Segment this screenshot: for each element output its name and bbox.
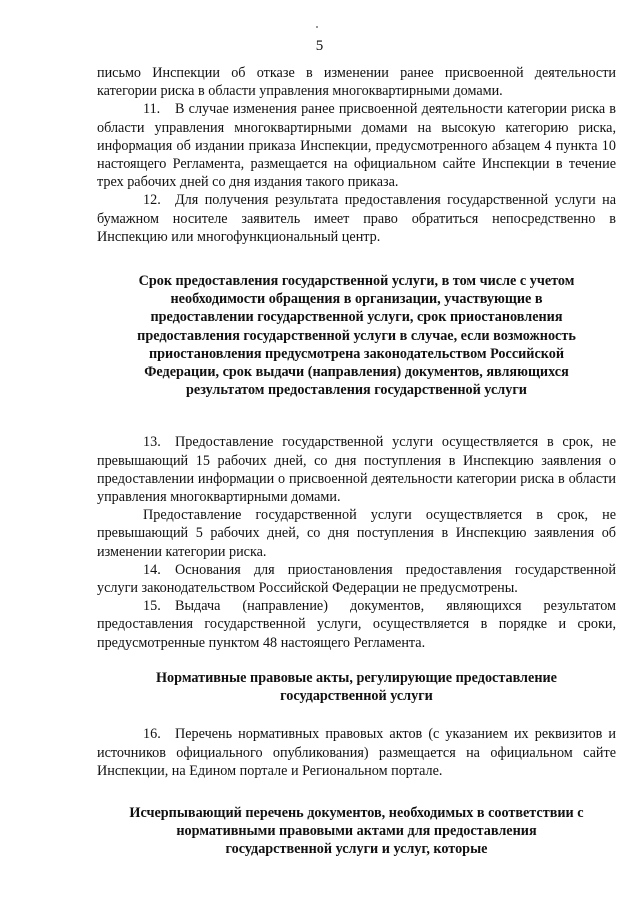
paragraph-16 (97, 725, 616, 780)
paragraph-number: 16. (143, 726, 161, 743)
paragraph-number: 14. (143, 561, 161, 578)
paragraph-13-cont (97, 506, 616, 561)
paragraph-text: Перечень нормативных правовых актов (с указанием их реквизитов и источников официального опубликования) размещается на официальном сайте Инспекции, на Едином портале и Региональном портале. (97, 726, 616, 779)
document-body (97, 64, 616, 859)
section-heading-documents: Исчерпывающий перечень документов, необходимых в соответствии с нормативными правовыми актами для предоставления государственной услуги и услуг, которые (129, 804, 584, 858)
section-heading-legal-acts: Нормативные правовые акты, регулирующие предоставление государственной услуги (156, 669, 557, 705)
paragraph-text: Выдача (направление) документов, являющихся результатом предоставления государственной услуги, осуществляется в порядке и сроки, предусмотренные пунктом 48 настоящего Регламента. (97, 598, 616, 651)
page-number: 5 (315, 38, 324, 54)
paragraph-12 (97, 191, 616, 246)
paragraph-13 (97, 433, 616, 506)
paragraph-text: Основания для приостановления предоставления государственной услуги законодательством Российской Федерации не предусмотрены. (97, 561, 616, 597)
paragraph-text: Предоставление государственной услуги осуществляется в срок, не превышающий 5 рабочих дней, со дня поступления в Инспекцию заявления об изменении категории риска. (97, 507, 616, 560)
paragraph-text: Для получения результата предоставления государственной услуги на бумажном носителе заявитель имеет право обратиться непосредственно в Инспекцию или многофункциональный центр. (97, 192, 616, 245)
section-heading-term: Срок предоставления государственной услуги, в том числе с учетом необходимости обращения в организации, участвующие в предоставлении государственной услуги, срок приостановления предоставления государственной услуги в случае, если возможность приостановления предусмотрена законодательством Российской Федерации, срок выдачи (направления) документов, являющихся результатом предоставления государственной услуги (137, 273, 576, 399)
paragraph-14 (97, 561, 616, 597)
paragraph-text: письмо Инспекции об отказе в изменении ранее присвоенной деятельности категории риска в области управления многоквартирными домами. (97, 65, 616, 100)
paragraph-text: В случае изменения ранее присвоенной деятельности категории риска в области управления многоквартирными домами на высокую категорию риска, информация об издании приказа Инспекции, предусмотренного абзацем 4 пункта 10 настоящего Регламента, размещается на официальном сайте Инспекции в течение трех рабочих дней со дня издания такого приказа. (97, 101, 616, 191)
scan-speck (316, 26, 318, 28)
paragraph-continuation (97, 64, 616, 100)
paragraph-11 (97, 100, 616, 191)
paragraph-number: 11. (143, 101, 161, 118)
paragraph-number: 12. (143, 192, 161, 209)
paragraph-number: 13. (143, 434, 161, 451)
paragraph-number: 15. (143, 598, 161, 615)
paragraph-15 (97, 597, 616, 652)
paragraph-text: Предоставление государственной услуги осуществляется в срок, не превышающий 15 рабочих дней, со дня поступления в Инспекцию заявления о предоставлении информации о присвоенной деятельности категории риска в области управления многоквартирными домами. (97, 434, 616, 506)
